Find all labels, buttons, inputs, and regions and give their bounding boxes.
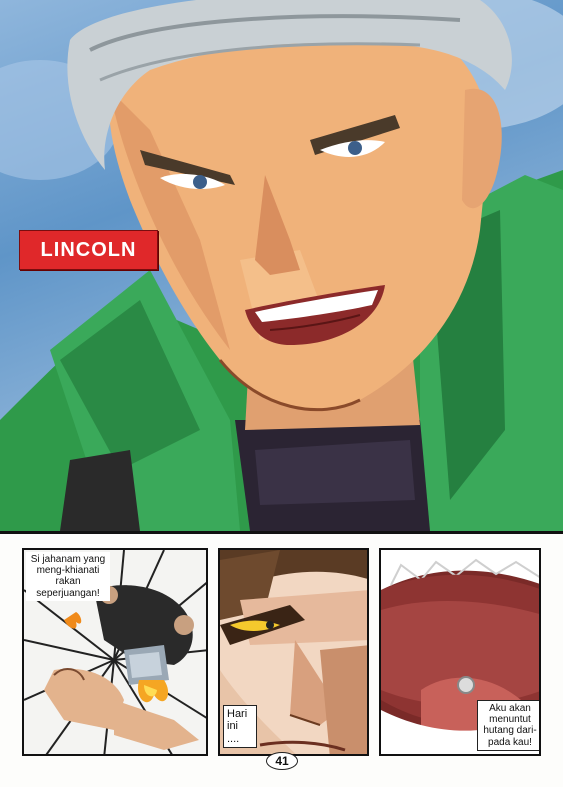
comic-panel-mouth bbox=[379, 548, 541, 756]
speech-balloon-2: Hari ini .... bbox=[223, 705, 257, 748]
comic-panel-closeup bbox=[218, 548, 369, 756]
speech-balloon-1: Si jahanam yang meng-khianati rakan seperjuangan! bbox=[26, 552, 110, 601]
speech-balloon-3: Aku akan menuntut hutang dari-pada kau! bbox=[477, 700, 541, 751]
comic-panel-lighter bbox=[22, 548, 208, 756]
page-number: 41 bbox=[266, 752, 298, 770]
character-name-label: LINCOLN bbox=[19, 230, 158, 270]
